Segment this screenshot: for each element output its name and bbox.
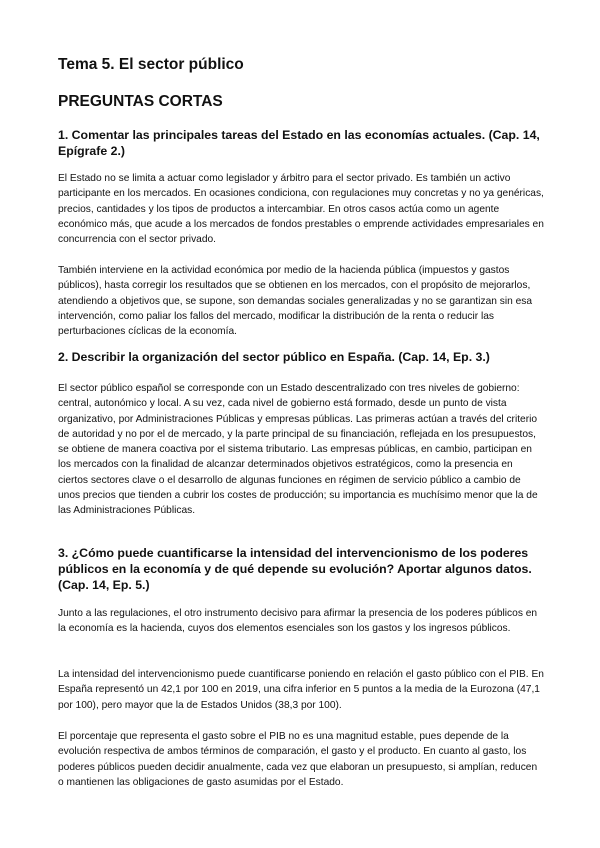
question-1-heading: 1. Comentar las principales tareas del Estado en las economías actuales. (Cap. 14, Epígrafe 2.) — [58, 128, 540, 158]
question-1-paragraph-2: También interviene en la actividad económica por medio de la hacienda pública (impuestos y gastos públicos), hasta corregir los resultados que se obtienen en los mercados, con el propósito de mejorarlos, atendiendo a objetivos que, se supone, son demandas sociales generalizadas y no se garantizan sin esa intervención, como paliar los fallos del mercado, modificar la distribución de la renta o reducir las perturbaciones cíclicas de la economía. — [58, 265, 533, 338]
question-3-paragraph-2: La intensidad del intervencionismo puede cuantificarse poniendo en relación el gasto público con el PIB. En España representó un 42,1 por 100 en 2019, una cifra inferior en 5 puntos a la media de la Eurozona (47,1 por 100), pero mayor que la de Estados Unidos (38,3 por 100). — [58, 669, 544, 711]
question-1-paragraph-1: El Estado no se limita a actuar como legislador y árbitro para el sector privado. Es también un activo participante en los mercados. En ocasiones condiciona, con regulaciones muy concretas y no ya genéricas, precios, cantidades y los tipos de productos a intercambiar. En otros casos actúa como un agente económico más, que acude a los mercados de fondos prestables o emprende actividades empresariales en concurrencia con el sector privado. — [58, 173, 544, 246]
question-3-heading: 3. ¿Cómo puede cuantificarse la intensidad del intervencionismo de los poderes públicos en la economía y de qué depende su evolución? Aportar algunos datos. (Cap. 14, Ep. 5.) — [58, 546, 532, 592]
question-3-paragraph-1: Junto a las regulaciones, el otro instrumento decisivo para afirmar la presencia de los poderes públicos en la economía es la hacienda, cuyos dos elementos esenciales son los gastos y los ingresos públicos. — [58, 608, 538, 635]
question-2-heading: 2. Describir la organización del sector público en España. (Cap. 14, Ep. 3.) — [58, 350, 490, 364]
question-2-paragraph-1: El sector público español se corresponde con un Estado descentralizado con tres niveles de gobierno: central, autonómico y local. A su vez, cada nivel de gobierno está formado, desde un punto de vista organizativo, por Administraciones Públicas y empresas públicas. Las primeras actúan a través del criterio de autoridad y no por el de mercado, y la parte principal de su financiación, reflejada en los presupuestos, se obtiene de manera coactiva por el sistema tributario. Las empresas públicas, en cambio, participan en los mercados con la finalidad de alcanzar determinados objetivos estratégicos, como la presencia en ciertos sectores clave o el desarrollo de algunas funciones en régimen de servicio público a cambio de unos precios que tienden a cubrir los costes de producción; su importancia es muchísimo menor que la de las Administraciones Públicas. — [58, 383, 538, 517]
section-title: PREGUNTAS CORTAS — [58, 93, 223, 110]
document-title: Tema 5. El sector público — [58, 56, 244, 73]
question-3-paragraph-3: El porcentaje que representa el gasto sobre el PIB no es una magnitud estable, pues depende de la evolución respectiva de ambos términos de comparación, el gasto y el producto. En cuanto al gasto, los poderes públicos pueden decidir anualmente, cada vez que elaboran un presupuesto, si amplían, reducen o mantienen las obligaciones de gasto asumidas por el Estado. — [58, 731, 538, 788]
